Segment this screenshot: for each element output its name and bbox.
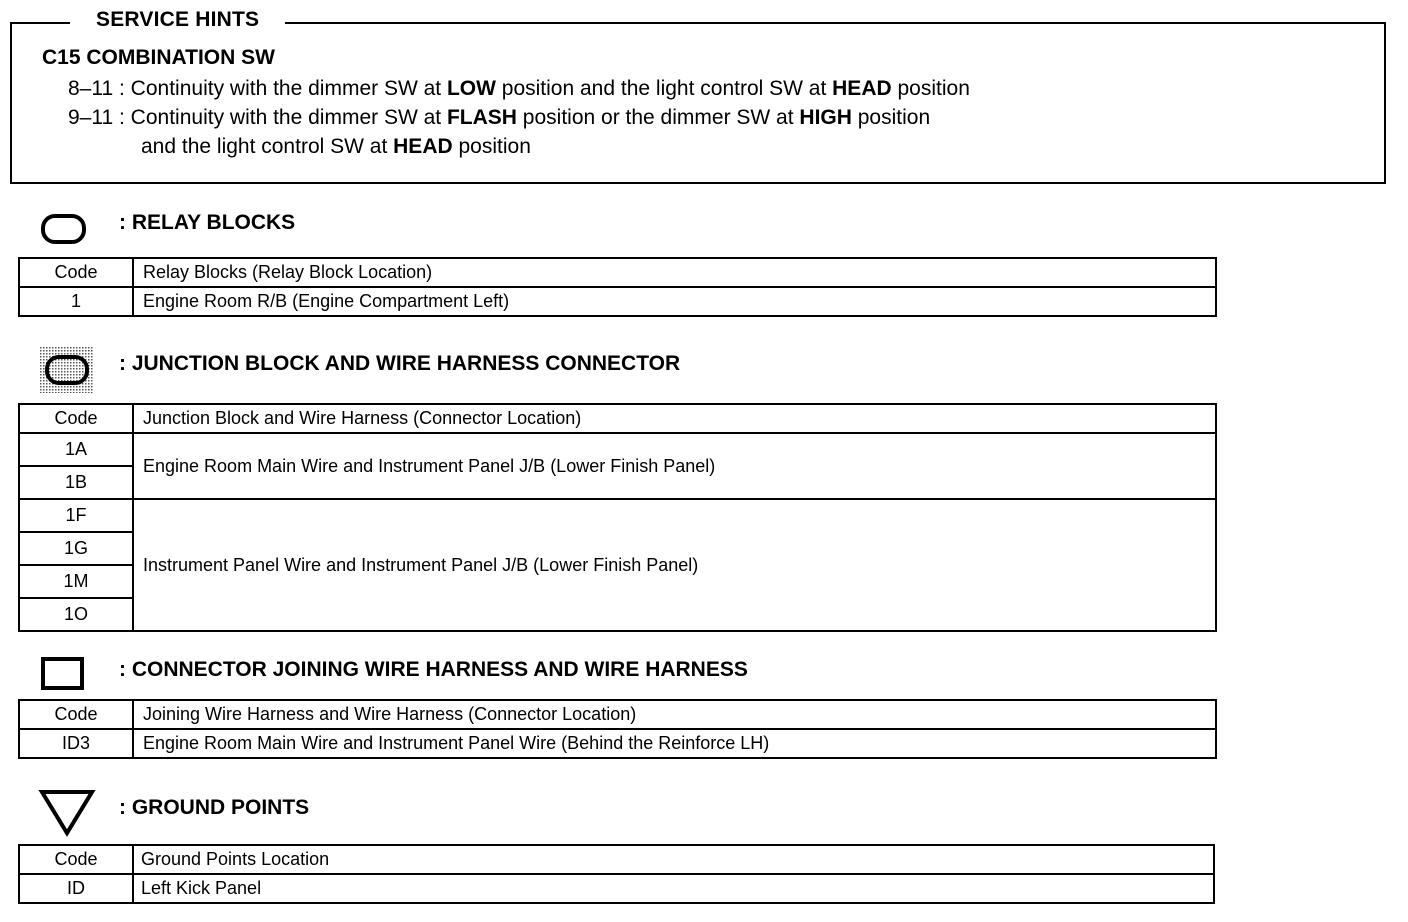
header-code: Code <box>19 845 133 874</box>
row-code: 1F <box>19 499 133 532</box>
hint-emph: FLASH <box>446 106 517 129</box>
row-location: Engine Room Main Wire and Instrument Panel J/B (Lower Finish Panel) <box>133 433 1216 499</box>
row-code: 1M <box>19 565 133 598</box>
table-header-row <box>19 404 1216 433</box>
ground-triangle-icon <box>38 788 96 838</box>
hint-pins: 9–11 <box>68 106 114 129</box>
hint-text: position and the light control SW at <box>495 77 833 100</box>
junction-block-icon <box>40 347 94 393</box>
relay-block-icon <box>40 212 88 246</box>
ground-points-title: : GROUND POINTS <box>119 796 310 819</box>
row-code: 1A <box>19 433 133 466</box>
row-code: ID <box>19 874 133 903</box>
header-code: Code <box>19 258 133 287</box>
hint-text: position or the dimmer SW at <box>516 106 800 129</box>
hint-line-3 <box>141 135 531 159</box>
junction-block-table <box>18 403 1217 632</box>
hint-emph: HEAD <box>393 135 453 158</box>
relay-blocks-title: : RELAY BLOCKS <box>119 211 296 234</box>
relay-blocks-table <box>18 257 1217 317</box>
hint-text: position <box>452 135 531 158</box>
row-code: 1G <box>19 532 133 565</box>
hint-line-1 <box>68 77 970 101</box>
header-code: Code <box>19 700 133 729</box>
table-row <box>19 287 1216 316</box>
header-location: Joining Wire Harness and Wire Harness (Connector Location) <box>133 700 1216 729</box>
row-code: 1B <box>19 466 133 499</box>
hint-text: and the light control SW at <box>141 135 394 158</box>
header-location: Ground Points Location <box>133 845 1214 874</box>
hint-text: : Continuity with the dimmer SW at <box>119 106 447 129</box>
header-code: Code <box>19 404 133 433</box>
hint-text: : Continuity with the dimmer SW at <box>119 77 447 100</box>
row-location: Left Kick Panel <box>133 874 1214 903</box>
hint-text: position <box>851 106 931 129</box>
header-location: Junction Block and Wire Harness (Connector Location) <box>133 404 1216 433</box>
table-header-row <box>19 845 1214 874</box>
connector-square-icon <box>40 656 86 692</box>
table-header-row <box>19 258 1216 287</box>
table-row <box>19 433 1216 466</box>
hint-line-2 <box>68 106 930 130</box>
hint-emph: LOW <box>446 77 496 100</box>
row-code: 1O <box>19 598 133 631</box>
header-location: Relay Blocks (Relay Block Location) <box>133 258 1216 287</box>
row-location: Instrument Panel Wire and Instrument Panel J/B (Lower Finish Panel) <box>133 499 1216 631</box>
row-location: Engine Room R/B (Engine Compartment Left) <box>133 287 1216 316</box>
ground-points-table <box>18 844 1215 904</box>
service-hints-title: SERVICE HINTS <box>70 8 285 32</box>
table-header-row <box>19 700 1216 729</box>
hint-emph: HIGH <box>799 106 852 129</box>
service-hints-subtitle: C15 COMBINATION SW <box>42 46 275 69</box>
hint-emph: HEAD <box>832 77 892 100</box>
table-row <box>19 729 1216 758</box>
table-row <box>19 874 1214 903</box>
junction-block-title: : JUNCTION BLOCK AND WIRE HARNESS CONNECTOR <box>119 352 681 375</box>
row-code: ID3 <box>19 729 133 758</box>
row-location: Engine Room Main Wire and Instrument Panel Wire (Behind the Reinforce LH) <box>133 729 1216 758</box>
joining-connector-title: : CONNECTOR JOINING WIRE HARNESS AND WIRE HARNESS <box>119 658 748 681</box>
joining-connector-table <box>18 699 1217 759</box>
table-row <box>19 499 1216 532</box>
hint-text: position <box>891 77 970 100</box>
row-code: 1 <box>19 287 133 316</box>
hint-pins: 8–11 <box>68 77 114 100</box>
